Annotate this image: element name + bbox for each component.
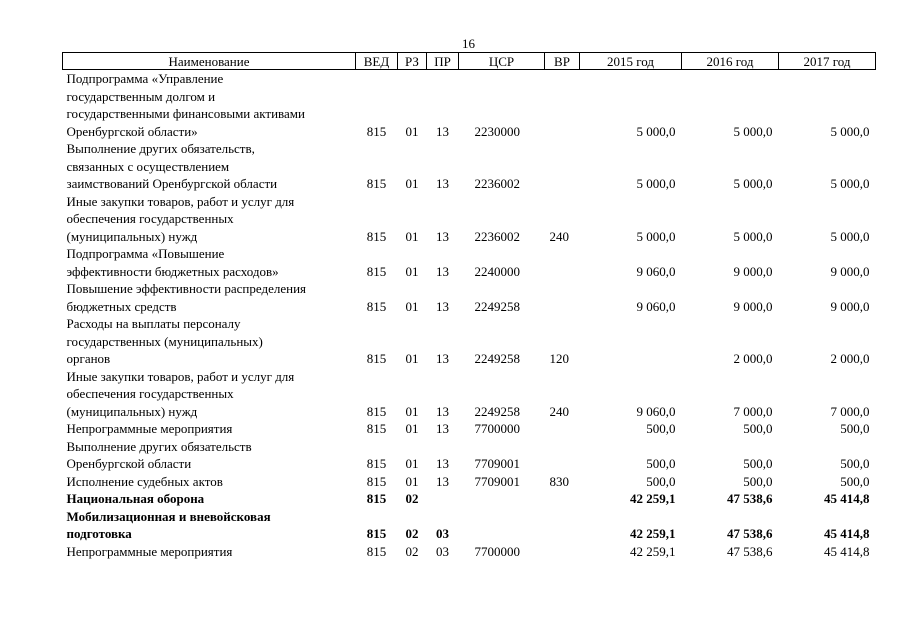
cell-name: [63, 490, 356, 508]
cell-2015: 42 259,1: [630, 543, 676, 559]
cell-csr: [459, 508, 545, 543]
table-row: [63, 368, 876, 421]
table-row: [63, 438, 876, 473]
cell-pr: 13: [436, 298, 449, 314]
cell-ved: 815: [366, 351, 387, 366]
cell-csr: 7700000: [474, 543, 520, 559]
header-ved: ВЕД: [356, 53, 398, 70]
cell-2017: 5 000,0: [830, 123, 870, 139]
cell-name-line: обеспечения государственных: [66, 211, 234, 226]
cell-2015: 9 060,0: [636, 403, 676, 419]
cell-ved: 815: [366, 543, 387, 559]
cell-vr: [545, 490, 580, 508]
table-row: [63, 315, 876, 368]
cell-pr: 13: [436, 456, 449, 471]
cell-ved: 815: [366, 421, 387, 436]
cell-2017: 45 414,8: [824, 543, 870, 559]
cell-2017: 500,0: [840, 473, 870, 489]
header-2016: 2016 год: [682, 53, 779, 70]
cell-name-line: государственных (муниципальных): [66, 333, 263, 349]
cell-name-line: Иные закупки товаров, работ и услуг для: [66, 193, 295, 209]
cell-csr: 2236002: [474, 228, 520, 244]
cell-name-line: органов: [66, 351, 111, 366]
cell-2015: 9 060,0: [636, 263, 676, 279]
cell-name-line: государственными финансовыми активами: [66, 106, 305, 121]
cell-2015: [580, 315, 682, 368]
cell-rz: 01: [405, 421, 419, 436]
cell-name: [63, 473, 356, 491]
page-number: 16: [462, 36, 475, 51]
cell-name: [63, 193, 356, 246]
table-row: [63, 508, 876, 543]
cell-2017: 2 000,0: [830, 351, 870, 366]
cell-ved: 815: [366, 176, 387, 191]
cell-name-line: обеспечения государственных: [66, 386, 234, 401]
cell-name: [63, 368, 356, 421]
cell-vr: [545, 70, 580, 141]
cell-rz: 01: [405, 176, 419, 191]
cell-name-line: Иные закупки товаров, работ и услуг для: [66, 368, 295, 384]
cell-pr: 13: [436, 403, 449, 419]
cell-2017: 9 000,0: [830, 298, 870, 314]
cell-name-line: Подпрограмма «Управление: [66, 71, 224, 86]
cell-ved: 815: [366, 473, 387, 489]
cell-2015: 500,0: [646, 421, 676, 436]
cell-rz: 02: [405, 526, 419, 541]
cell-2017: 45 414,8: [824, 526, 870, 541]
cell-2015: 9 060,0: [636, 298, 676, 314]
cell-name-line: бюджетных средств: [66, 298, 177, 314]
cell-name-line: Выполнение других обязательств,: [66, 141, 255, 156]
cell-name: [63, 420, 356, 438]
table-row: [63, 245, 876, 280]
cell-2017: 45 414,8: [824, 491, 870, 506]
cell-rz: 02: [405, 491, 419, 506]
table-row: [63, 280, 876, 315]
cell-2016: 500,0: [743, 473, 773, 489]
cell-pr: 13: [436, 176, 449, 191]
cell-2016: 47 538,6: [727, 526, 773, 541]
cell-name-line: Мобилизационная и вневойсковая: [66, 508, 271, 524]
cell-2017: 5 000,0: [830, 176, 870, 191]
header-vr: ВР: [545, 53, 580, 70]
cell-vr: [545, 245, 580, 280]
cell-vr: 830: [549, 473, 569, 489]
cell-name-line: Оренбургской области»: [66, 123, 198, 139]
cell-csr: 7700000: [474, 421, 520, 436]
header-rz: РЗ: [398, 53, 427, 70]
cell-name-line: Исполнение судебных актов: [66, 473, 223, 489]
table-row: [63, 543, 876, 561]
cell-name-line: связанных с осуществлением: [66, 158, 230, 174]
cell-name-line: Национальная оборона: [66, 491, 205, 506]
cell-2017: 7 000,0: [830, 403, 870, 419]
cell-2017: 500,0: [840, 456, 870, 471]
cell-rz: 01: [405, 351, 419, 366]
cell-csr: 2249258: [474, 298, 520, 314]
cell-2015: 5 000,0: [636, 176, 676, 191]
cell-name-line: подготовка: [66, 526, 132, 541]
cell-rz: 01: [405, 123, 419, 139]
cell-2017: 9 000,0: [830, 263, 870, 279]
cell-name-line: Расходы на выплаты персоналу: [66, 316, 241, 331]
cell-ved: 815: [366, 298, 387, 314]
header-pr: ПР: [427, 53, 459, 70]
cell-2015: 42 259,1: [630, 491, 676, 506]
cell-2016: 2 000,0: [733, 351, 773, 366]
cell-name: [63, 508, 356, 543]
table-row: [63, 140, 876, 193]
cell-pr: 13: [436, 228, 449, 244]
table-row: [63, 490, 876, 508]
cell-pr: 13: [436, 351, 449, 366]
cell-vr: [545, 420, 580, 438]
cell-name: [63, 70, 356, 141]
cell-rz: 01: [405, 298, 419, 314]
cell-name-line: государственным долгом и: [66, 88, 216, 104]
cell-2016: 47 538,6: [727, 491, 773, 506]
table-row: [63, 70, 876, 141]
cell-pr: 13: [436, 421, 449, 436]
cell-csr: 2230000: [474, 123, 520, 139]
cell-csr: 2249258: [474, 403, 520, 419]
cell-pr: 13: [436, 123, 449, 139]
cell-2015: 500,0: [646, 473, 676, 489]
cell-csr: 2249258: [474, 351, 520, 366]
cell-pr: 03: [436, 543, 449, 559]
cell-name: [63, 140, 356, 193]
table-body: [63, 70, 876, 561]
header-2015: 2015 год: [580, 53, 682, 70]
cell-2016: 5 000,0: [733, 228, 773, 244]
cell-2016: 5 000,0: [733, 176, 773, 191]
cell-name: [63, 280, 356, 315]
cell-name-line: заимствований Оренбургской области: [66, 176, 278, 191]
cell-name-line: (муниципальных) нужд: [66, 228, 198, 244]
table-header-row: [63, 53, 876, 70]
cell-csr: 2240000: [474, 263, 520, 279]
cell-rz: 01: [405, 228, 419, 244]
cell-name-line: эффективности бюджетных расходов»: [66, 263, 279, 279]
cell-ved: 815: [366, 456, 387, 471]
cell-csr: 7709001: [474, 456, 520, 471]
cell-2015: 42 259,1: [630, 526, 676, 541]
cell-vr: [545, 508, 580, 543]
header-name: Наименование: [63, 53, 356, 70]
cell-csr: 7709001: [474, 473, 520, 489]
cell-2016: 47 538,6: [727, 543, 773, 559]
cell-name-line: Непрограммные мероприятия: [66, 543, 233, 559]
cell-ved: 815: [366, 123, 387, 139]
table-row: [63, 473, 876, 491]
cell-vr: 240: [549, 403, 569, 419]
cell-2016: 5 000,0: [733, 123, 773, 139]
cell-rz: 01: [405, 263, 419, 279]
cell-vr: [545, 140, 580, 193]
cell-vr: 240: [549, 228, 569, 244]
cell-2016: 500,0: [743, 421, 773, 436]
cell-pr: 13: [436, 263, 449, 279]
cell-rz: 01: [405, 403, 419, 419]
cell-ved: 815: [366, 228, 387, 244]
cell-2017: 5 000,0: [830, 228, 870, 244]
cell-vr: [545, 438, 580, 473]
cell-vr: 120: [549, 351, 569, 366]
cell-2017: 500,0: [840, 421, 870, 436]
header-2017: 2017 год: [779, 53, 876, 70]
cell-ved: 815: [366, 526, 387, 541]
cell-2016: 500,0: [743, 456, 773, 471]
cell-csr: 2236002: [474, 176, 520, 191]
cell-ved: 815: [366, 403, 387, 419]
header-csr: ЦСР: [459, 53, 545, 70]
cell-pr: 03: [436, 526, 449, 541]
cell-csr: [459, 490, 545, 508]
cell-rz: 01: [405, 473, 419, 489]
cell-pr: 13: [436, 473, 449, 489]
cell-rz: 02: [405, 543, 419, 559]
cell-2015: 500,0: [646, 456, 676, 471]
cell-name: [63, 543, 356, 561]
cell-2016: 9 000,0: [733, 263, 773, 279]
cell-ved: 815: [366, 491, 387, 506]
cell-name-line: Повышение эффективности распределения: [66, 281, 307, 296]
cell-2016: 7 000,0: [733, 403, 773, 419]
cell-name: [63, 245, 356, 280]
cell-name-line: Выполнение других обязательств: [66, 438, 252, 454]
table-row: [63, 193, 876, 246]
cell-2015: 5 000,0: [636, 123, 676, 139]
cell-vr: [545, 280, 580, 315]
cell-ved: 815: [366, 263, 387, 279]
cell-name: [63, 315, 356, 368]
cell-name-line: Подпрограмма «Повышение: [66, 246, 225, 261]
cell-vr: [545, 543, 580, 561]
cell-rz: 01: [405, 456, 419, 471]
cell-name-line: Оренбургской области: [66, 456, 192, 471]
cell-name-line: (муниципальных) нужд: [66, 403, 198, 419]
cell-name: [63, 438, 356, 473]
table-row: [63, 420, 876, 438]
budget-table: [62, 52, 876, 560]
cell-2016: 9 000,0: [733, 298, 773, 314]
cell-pr: [427, 490, 459, 508]
cell-name-line: Непрограммные мероприятия: [66, 421, 233, 436]
cell-2015: 5 000,0: [636, 228, 676, 244]
